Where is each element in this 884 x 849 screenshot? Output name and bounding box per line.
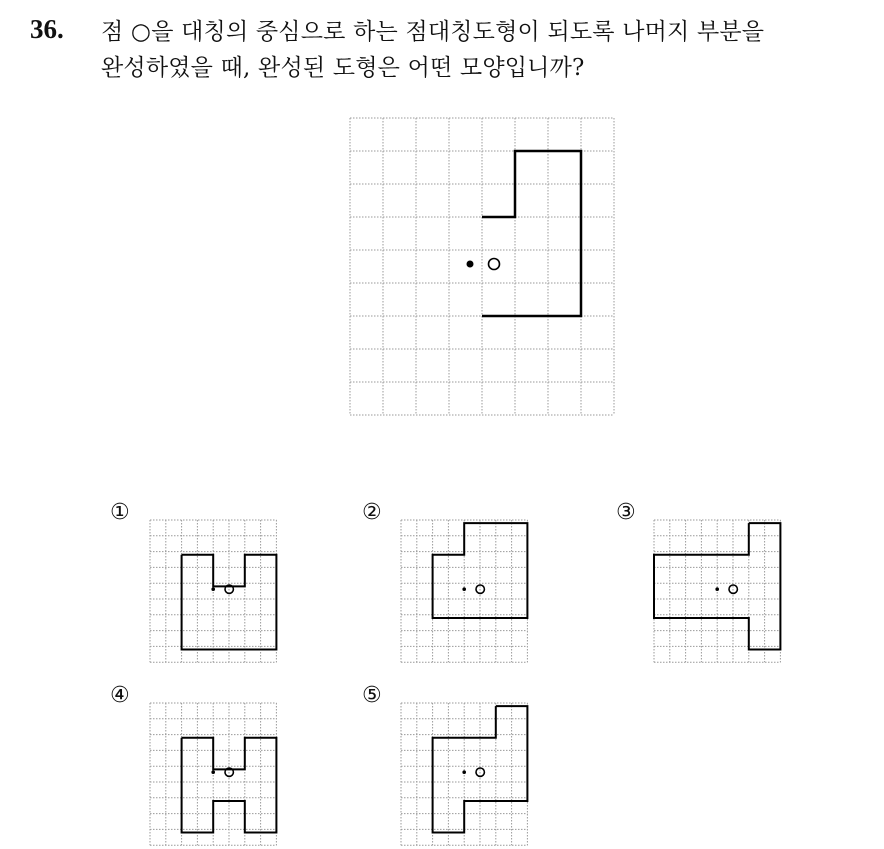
center-dot (462, 587, 466, 591)
center-dot (467, 261, 474, 268)
option-5-label[interactable]: ⑤ (362, 683, 382, 708)
main-grid-figure (350, 118, 614, 415)
option-3-label[interactable]: ③ (616, 500, 636, 525)
option-5-figure[interactable] (401, 703, 529, 849)
option-2-label[interactable]: ② (362, 500, 382, 525)
option-4-figure[interactable] (150, 703, 278, 849)
option-1-figure[interactable] (150, 520, 278, 666)
answer-shape-outline (433, 523, 528, 618)
option-4-label[interactable]: ④ (110, 683, 130, 708)
center-dot (715, 587, 719, 591)
question-line-2: 완성하였을 때, 완성된 도형은 어떤 모양입니까? (101, 55, 585, 81)
option-2-figure[interactable] (401, 520, 529, 666)
center-dot (462, 770, 466, 774)
option-3-figure[interactable] (654, 520, 782, 666)
option-1-label[interactable]: ① (110, 500, 130, 525)
question-number: 36. (30, 14, 64, 44)
partial-shape-outline (482, 151, 581, 316)
center-point-o (489, 259, 500, 270)
question-line-1: 점 ○을 대칭의 중심으로 하는 점대칭도형이 되도록 나머지 부분을 (101, 19, 765, 45)
center-dot (211, 770, 215, 774)
center-dot (211, 587, 215, 591)
question-text (101, 14, 871, 86)
